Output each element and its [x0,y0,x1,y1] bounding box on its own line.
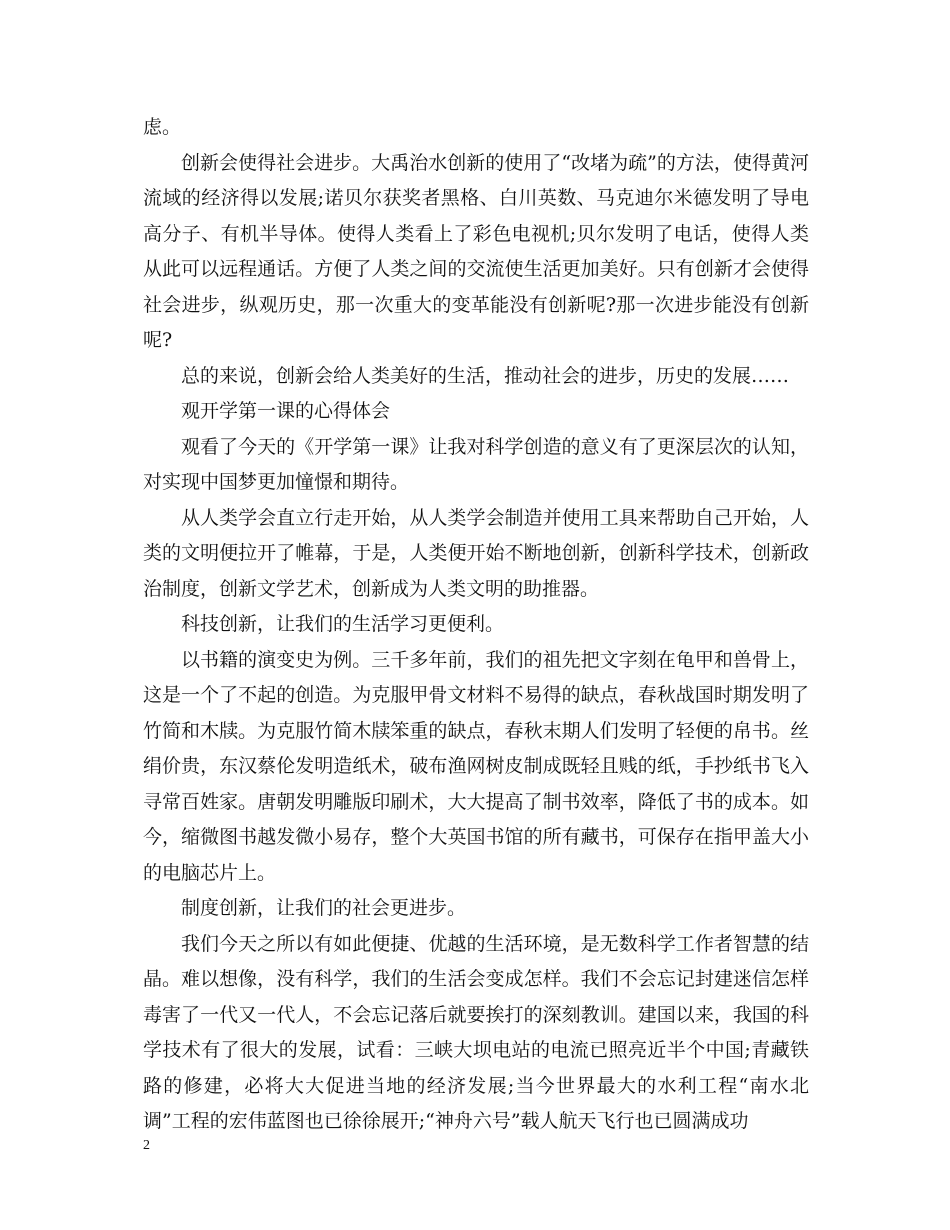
paragraph: 虑。 [143,116,182,138]
paragraph: 从人类学会直立行走开始，从人类学会制造并使用工具来帮助自己开始，人类的文明便拉开了帷幕，于是，人类便开始不断地创新，创新科学技术，创新政治制度，创新文学艺术，创新成为人类文明的助推器。 [143,506,809,600]
paragraph: 观看了今天的《开学第一课》让我对科学创造的意义有了更深层次的认知，对实现中国梦更加憧憬和期待。 [143,435,809,493]
paragraph: 制度创新，让我们的社会更进步。 [181,897,467,919]
paragraph: 科技创新，让我们的生活学习更便利。 [181,613,505,635]
paragraph: 我们今天之所以有如此便捷、优越的生活环境，是无数科学工作者智慧的结晶。难以想像，没有科学，我们的生活会变成怎样。我们不会忘记封建迷信怎样毒害了一代又一代人，不会忘记落后就要挨打的深刻教训。建国以来，我国的科学技术有了很大的发展，试看：三峡大坝电站的电流已照亮近半个中国;青藏铁路的修建，必将大大促进当地的经济发展;当今世界最大的水利工程“南水北调”工程的宏伟蓝图也已徐徐展开;“神舟六号”载人航天飞行也已圆满成功 [143,932,809,1132]
document-body [143,110,809,1140]
page-number: 2 [143,1138,150,1153]
paragraph: 总的来说，创新会给人类美好的生活，推动社会的进步，历史的发展…… [181,364,790,387]
section-heading: 观开学第一课的心得体会 [181,400,391,422]
paragraph: 以书籍的演变史为例。三千多年前，我们的祖先把文字刻在龟甲和兽骨上，这是一个了不起的创造。为克服甲骨文材料不易得的缺点，春秋战国时期发明了竹简和木牍。为克服竹简木牍笨重的缺点，春秋末期人们发明了轻便的帛书。丝绢价贵，东汉蔡伦发明造纸术，破布渔网树皮制成既轻且贱的纸，手抄纸书飞入寻常百姓家。唐朝发明雕版印刷术，大大提高了制书效率，降低了书的成本。如今，缩微图书越发微小易存，整个大英国书馆的所有藏书，可保存在指甲盖大小的电脑芯片上。 [143,648,809,884]
paragraph: 创新会使得社会进步。大禹治水创新的使用了“改堵为疏”的方法，使得黄河流域的经济得以发展;诺贝尔获奖者黑格、白川英数、马克迪尔米德发明了导电高分子、有机半导体。使得人类看上了彩色电视机;贝尔发明了电话，使得人类从此可以远程通话。方便了人类之间的交流使生活更加美好。只有创新才会使得社会进步，纵观历史，那一次重大的变革能没有创新呢?那一次进步能没有创新呢? [143,151,809,351]
